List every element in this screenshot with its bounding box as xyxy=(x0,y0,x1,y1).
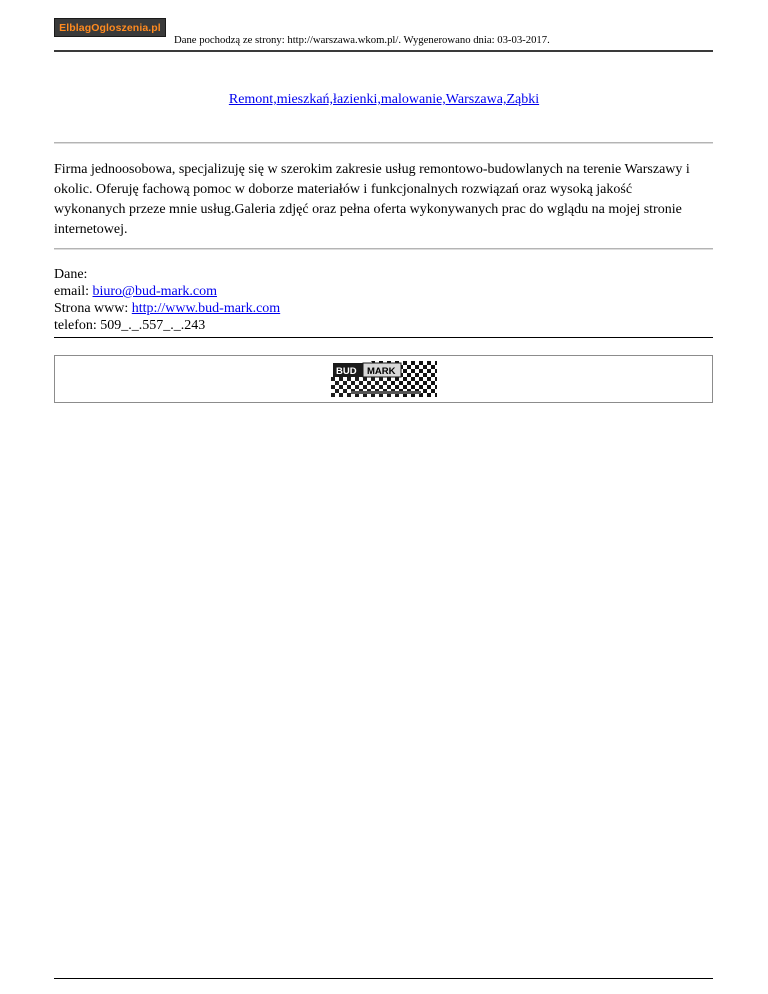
brand-text-right: MARK xyxy=(367,366,396,377)
contact-www-row xyxy=(54,300,280,317)
contact-section xyxy=(54,266,280,334)
phone-value: 509_._.557_._.243 xyxy=(100,318,206,333)
contact-phone-row xyxy=(54,317,280,334)
email-link[interactable]: biuro@bud-mark.com xyxy=(92,284,217,299)
footer-divider xyxy=(54,978,713,979)
brand-text-left: BUD xyxy=(336,366,357,377)
listing-title-link[interactable]: Remont,mieszkań,łazienki,malowanie,Warszawa,Ząbki xyxy=(228,92,540,107)
contact-email-row xyxy=(54,283,280,300)
description-divider xyxy=(54,248,713,250)
site-logo xyxy=(54,18,166,37)
phone-label: telefon: xyxy=(54,318,101,333)
contact-divider xyxy=(54,337,713,338)
site-logo-text: ElblagOgloszenia.pl xyxy=(59,21,161,34)
header-divider xyxy=(54,50,713,52)
www-label: Strona www: xyxy=(54,301,132,316)
email-label: email: xyxy=(54,284,93,299)
title-divider xyxy=(54,142,713,144)
source-note: Dane pochodzą ze strony: http://warszawa.wkom.pl/. Wygenerowano dnia: 03-03-2017. xyxy=(174,34,550,46)
listing-description: Firma jednoosobowa, specjalizuję się w szerokim zakresie usług remontowo-budowlanych na terenie Warszawy i okolic. Oferuję fachową pomoc w doborze materiałów i funkcjonalnych rozwiązań oraz wysoką jakość wykonanych przeze mnie usług.Galeria zdjęć oraz pełna oferta wykonywanych prac do wglądu na mojej stronie internetowej. xyxy=(54,162,690,237)
www-link[interactable]: http://www.bud-mark.com xyxy=(131,301,281,316)
contact-heading: Dane: xyxy=(54,267,88,282)
bud-mark-logo-image xyxy=(331,361,437,397)
